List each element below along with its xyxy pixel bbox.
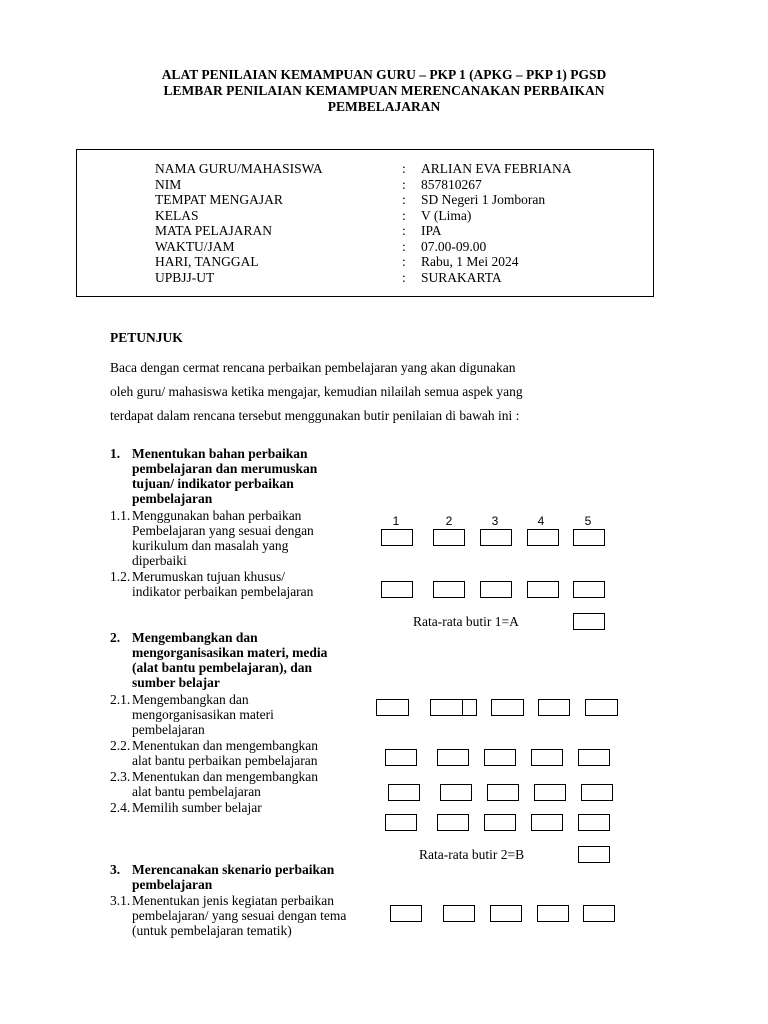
score-box-1-2-3[interactable] (480, 581, 512, 598)
petunjuk-line-2: oleh guru/ mahasiswa ketika mengajar, kemudian nilailah semua aspek yang (110, 384, 523, 399)
item-3-1-text: (untuk pembelajaran tematik) (132, 923, 292, 938)
item-2-2-text: alat bantu perbaikan pembelajaran (132, 753, 318, 768)
item-2-1-text: mengorganisasikan materi (132, 707, 274, 722)
info-value: Rabu, 1 Mei 2024 (421, 254, 519, 269)
section-2-title-line: (alat bantu pembelajaran), dan (132, 660, 313, 675)
score-box-1-1-3[interactable] (480, 529, 512, 546)
section-1-number: 1. (110, 446, 121, 461)
score-box-2-2-1[interactable] (385, 749, 417, 766)
average-box-b[interactable] (578, 846, 610, 863)
info-value: 857810267 (421, 177, 482, 192)
info-separator: : (402, 192, 406, 207)
info-label: KELAS (155, 208, 199, 223)
title-line-2: LEMBAR PENILAIAN KEMAMPUAN MERENCANAKAN PERBAIKAN (163, 83, 605, 98)
title-line-3: PEMBELAJARAN (327, 99, 441, 114)
score-box-3-1-1[interactable] (390, 905, 422, 922)
score-box-2-4-3[interactable] (484, 814, 516, 831)
section-1-title-line: tujuan/ indikator perbaikan (132, 476, 294, 491)
item-1-1-text: diperbaiki (132, 553, 187, 568)
petunjuk-heading: PETUNJUK (110, 330, 183, 345)
info-value: SD Negeri 1 Jomboran (421, 192, 546, 207)
info-label: NIM (155, 177, 182, 192)
average-label-b: Rata-rata butir 2=B (419, 847, 525, 862)
info-value: IPA (421, 223, 442, 238)
score-box-1-2-4[interactable] (527, 581, 559, 598)
info-label: NAMA GURU/MAHASISWA (155, 161, 323, 176)
item-1-2-text: Merumuskan tujuan khusus/ (132, 569, 285, 584)
score-box-2-1-3[interactable] (491, 699, 524, 716)
score-box-2-4-1[interactable] (385, 814, 417, 831)
average-label-a: Rata-rata butir 1=A (413, 614, 519, 629)
title-line-1: ALAT PENILAIAN KEMAMPUAN GURU – PKP 1 (APKG – PKP 1) PGSD (161, 67, 607, 82)
info-separator: : (402, 254, 406, 269)
score-box-2-3-5[interactable] (581, 784, 613, 801)
score-box-1-1-2[interactable] (433, 529, 465, 546)
info-label: TEMPAT MENGAJAR (155, 192, 283, 207)
score-box-1-1-5[interactable] (573, 529, 605, 546)
info-label: HARI, TANGGAL (155, 254, 259, 269)
info-label: UPBJJ-UT (155, 270, 215, 285)
score-box-1-1-4[interactable] (527, 529, 559, 546)
info-separator: : (402, 270, 406, 285)
score-box-2-3-1[interactable] (388, 784, 420, 801)
scale-label-1: 1 (392, 514, 400, 528)
score-box-2-3-3[interactable] (487, 784, 519, 801)
score-box-3-1-5[interactable] (583, 905, 615, 922)
info-value: SURAKARTA (421, 270, 502, 285)
score-box-2-1-2[interactable] (430, 699, 477, 716)
item-2-1-number: 2.1. (110, 692, 131, 707)
info-separator: : (402, 208, 406, 223)
score-box-1-2-2[interactable] (433, 581, 465, 598)
item-1-2-text: indikator perbaikan pembelajaran (132, 584, 314, 599)
score-box-2-2-2[interactable] (437, 749, 469, 766)
info-separator: : (402, 177, 406, 192)
score-box-2-4-4[interactable] (531, 814, 563, 831)
score-box-2-1-1[interactable] (376, 699, 409, 716)
score-box-2-4-5[interactable] (578, 814, 610, 831)
scale-label-5: 5 (584, 514, 592, 528)
document-title (100, 67, 668, 115)
scale-label-3: 3 (491, 514, 499, 528)
item-1-1-text: Pembelajaran yang sesuai dengan (132, 523, 314, 538)
section-1-title-line: pembelajaran dan merumuskan (132, 461, 318, 476)
score-box-2-2-4[interactable] (531, 749, 563, 766)
score-box-2-4-2[interactable] (437, 814, 469, 831)
score-box-3-1-4[interactable] (537, 905, 569, 922)
item-2-1-text: Mengembangkan dan (132, 692, 249, 707)
section-2-number: 2. (110, 630, 121, 645)
score-box-1-1-1[interactable] (381, 529, 413, 546)
section-2-title-line: sumber belajar (132, 675, 220, 690)
score-box-2-3-2[interactable] (440, 784, 472, 801)
item-1-1-text: Menggunakan bahan perbaikan (132, 508, 302, 523)
info-value: ARLIAN EVA FEBRIANA (421, 161, 572, 176)
info-separator: : (402, 239, 406, 254)
item-2-3-text: Menentukan dan mengembangkan (132, 769, 318, 784)
petunjuk-line-3: terdapat dalam rencana tersebut menggunakan butir penilaian di bawah ini : (110, 408, 520, 423)
info-separator: : (402, 223, 406, 238)
item-3-1-number: 3.1. (110, 893, 131, 908)
item-1-2-number: 1.2. (110, 569, 131, 584)
score-box-3-1-2[interactable] (443, 905, 475, 922)
section-3-number: 3. (110, 862, 121, 877)
info-value: V (Lima) (421, 208, 472, 223)
info-value: 07.00-09.00 (421, 239, 487, 254)
score-box-1-2-1[interactable] (381, 581, 413, 598)
score-box-2-3-4[interactable] (534, 784, 566, 801)
item-1-1-number: 1.1. (110, 508, 131, 523)
item-2-4-text: Memilih sumber belajar (132, 800, 262, 815)
item-2-3-number: 2.3. (110, 769, 131, 784)
scale-label-2: 2 (445, 514, 453, 528)
section-3-title-line: pembelajaran (132, 877, 213, 892)
average-box-a[interactable] (573, 613, 605, 630)
section-3-title-line: Merencanakan skenario perbaikan (132, 862, 335, 877)
item-1-1-text: kurikulum dan masalah yang (132, 538, 289, 553)
section-1-title-line: Menentukan bahan perbaikan (132, 446, 308, 461)
score-box-2-2-5[interactable] (578, 749, 610, 766)
scale-label-4: 4 (537, 514, 545, 528)
score-box-2-2-3[interactable] (484, 749, 516, 766)
info-label: WAKTU/JAM (155, 239, 235, 254)
score-box-2-1-4[interactable] (538, 699, 570, 716)
section-1-title-line: pembelajaran (132, 491, 213, 506)
info-label: MATA PELAJARAN (155, 223, 273, 238)
item-2-4-number: 2.4. (110, 800, 131, 815)
item-3-1-text: Menentukan jenis kegiatan perbaikan (132, 893, 335, 908)
score-box-3-1-3[interactable] (490, 905, 522, 922)
item-2-3-text: alat bantu pembelajaran (132, 784, 261, 799)
section-2-title-line: mengorganisasikan materi, media (132, 645, 328, 660)
item-3-1-text: pembelajaran/ yang sesuai dengan tema (132, 908, 347, 923)
item-2-2-number: 2.2. (110, 738, 131, 753)
petunjuk-line-1: Baca dengan cermat rencana perbaikan pembelajaran yang akan digunakan (110, 360, 516, 375)
item-2-2-text: Menentukan dan mengembangkan (132, 738, 318, 753)
box-divider (462, 699, 463, 716)
identity-box (76, 149, 654, 297)
item-2-1-text: pembelajaran (132, 722, 205, 737)
info-separator: : (402, 161, 406, 176)
section-2-title-line: Mengembangkan dan (132, 630, 258, 645)
score-box-1-2-5[interactable] (573, 581, 605, 598)
score-box-2-1-5[interactable] (585, 699, 618, 716)
